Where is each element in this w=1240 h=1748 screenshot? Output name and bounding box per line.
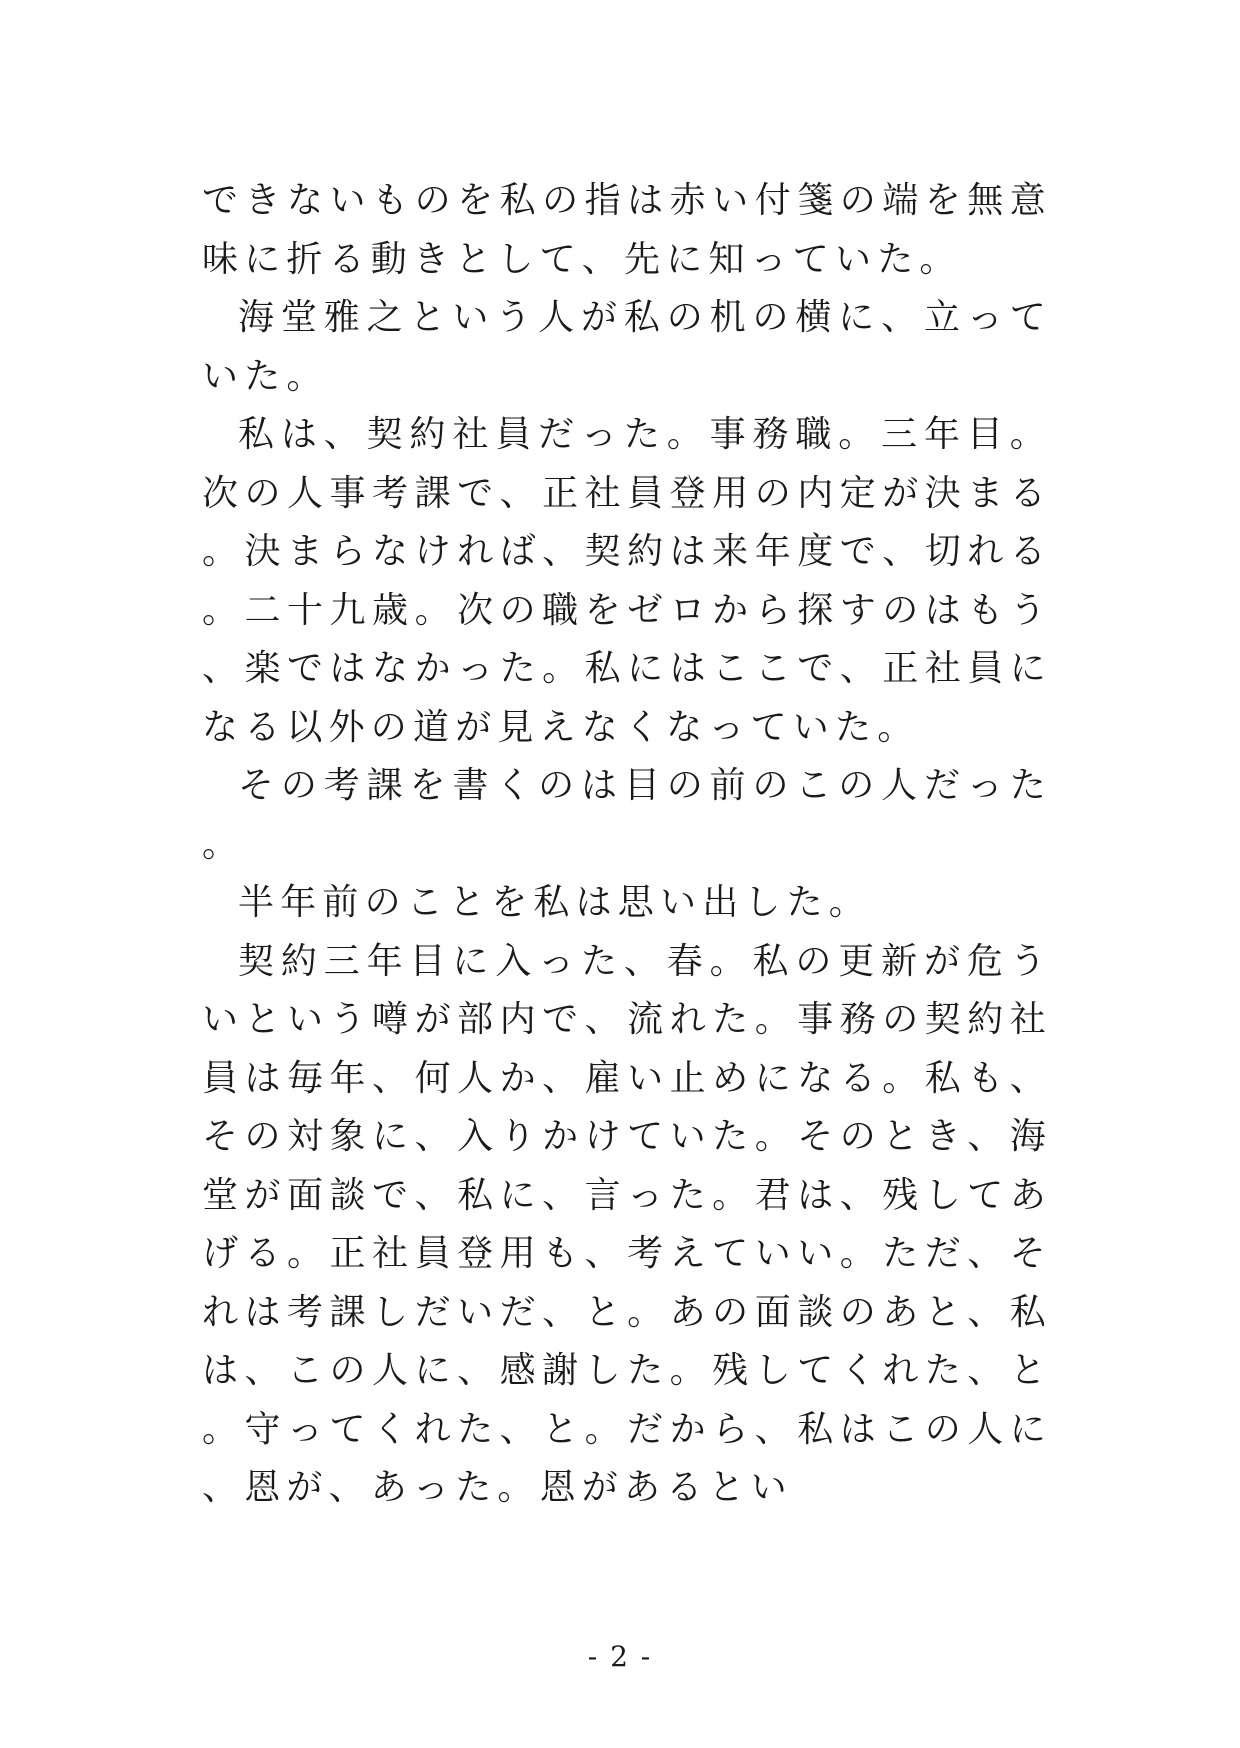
paragraph-6: 契約三年目に入った、春。私の更新が危ういという噂が部内で、流れた。事務の契約社員は毎年、何人か、雇い止めになる。私も、その対象に、入りかけていた。そのとき、海堂が面談で、私に、言った。君は、残してあげる。正社員登用も、考えていい。ただ、それは考課しだいだ、と。あの面談のあと、私は、この人に、感謝した。残してくれた、と。守ってくれた、と。だから、私はこの人に、恩が、あった。恩があるとい bbox=[202, 940, 1052, 1508]
paragraph-1: できないものを私の指は赤い付箋の端を無意味に折る動きとして、先に知っていた。 bbox=[202, 180, 1052, 280]
paragraph-4: その考課を書くのは目の前のこの人だった。 bbox=[202, 765, 1052, 865]
paragraph-2: 海堂雅之という人が私の机の横に、立っていた。 bbox=[202, 297, 1052, 397]
body-text bbox=[202, 172, 1052, 1518]
paragraph-5: 半年前のことを私は思い出した。 bbox=[238, 882, 872, 923]
page-number: - 2 - bbox=[587, 1640, 653, 1673]
paragraph-3: 私は、契約社員だった。事務職。三年目。次の人事考課で、正社員登用の内定が決まる。決まらなければ、契約は来年度で、切れる。二十九歳。次の職をゼロから探すのはもう、楽ではなかった。私にはここで、正社員になる以外の道が見えなくなっていた。 bbox=[202, 414, 1052, 748]
